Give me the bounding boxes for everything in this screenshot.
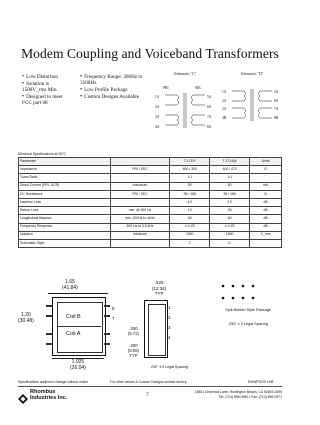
pin-numbers-right: 8 7 — [112, 306, 115, 321]
schematic-title: Schematic "C" — [173, 72, 197, 76]
coil-b-label: Coil B — [66, 314, 81, 320]
dim-width: 1.65 (41.84) — [62, 279, 78, 291]
feature-item: • Low Profile Package — [80, 87, 128, 93]
schematic-d-drawing — [222, 86, 282, 126]
package-note: Split Bobbin Style Package — [225, 308, 271, 312]
table-header-row: Parameter T-1713* T-1714@ Units — [19, 158, 282, 166]
pin — [46, 343, 52, 345]
schematic-c-drawing — [155, 90, 215, 140]
company-contact: 15801 Chemical Lane, Huntington Beach, CA 92649-1595 Tel: (714) 898-0960 • Fax: (714) 896-0971 — [194, 390, 282, 399]
table-row: Return Loss min. @ 300 Hz 13 26 dB — [19, 207, 282, 215]
pin — [104, 343, 110, 345]
pin — [104, 315, 110, 317]
pri-label: PRI — [163, 86, 169, 90]
feature-item: • Designed to meet FCC part 68 — [22, 94, 63, 106]
custom-note: For other values & Custom Designs contact factory. — [110, 380, 188, 384]
rhombus-logo-icon — [18, 391, 28, 401]
coil-divider — [57, 326, 101, 327]
page-title: Modem Coupling and Voiceband Transformers — [21, 46, 279, 61]
pin — [104, 333, 110, 335]
dim-height: 1.20 (30.48) — [18, 312, 34, 324]
feature-item: • Isolation is 1500V_rms Min. — [22, 81, 58, 93]
core-outline — [57, 302, 103, 353]
pin-spacing-left: .200" 3.9 Legal Spacing — [150, 365, 189, 369]
dim-line-bottom — [52, 358, 104, 359]
pin-note: .250" x 2 Legal Spacing — [228, 322, 268, 326]
spec-table-caption: Electrical Specifications at 25°C — [18, 152, 66, 156]
table-row: Isolation minimum 1500 1500 V_rms — [19, 231, 282, 239]
company-name: Rhombus Industries Inc. — [30, 389, 68, 401]
schematic-title: Schematic "D" — [240, 72, 264, 76]
coil-a-label: Coil A — [66, 331, 81, 337]
dim-bottom: 1.025 (26.04) — [70, 359, 86, 371]
feature-item: • Low Distortion — [22, 74, 58, 80]
table-row: Insertion Loss 4.0 3.0 dB — [19, 198, 282, 206]
table-row: Direct Current (PRI. DCR) maximum 50 60 mA — [19, 182, 282, 190]
table-row: Impedance PRI / SEC 600 / 300 600 / 470 Ω — [19, 166, 282, 174]
table-row: Schematic Style C D — [19, 239, 282, 247]
pin — [46, 315, 52, 317]
schematic-d: Schematic "D" 1A 2A 3A 4B 5A 6A 7A 8B — [222, 72, 282, 127]
feature-item: • Custom Designs Available — [80, 94, 140, 100]
table-row: DC Resistance PRI / SEC 95 / 185 95 / 185 Ω — [19, 190, 282, 198]
page-number: 7 — [146, 392, 149, 398]
pin-layout — [218, 283, 258, 301]
dim-top-right: .525 (13.34) TYP — [152, 280, 167, 296]
side-pin-numbers: 1 2 3 4 — [168, 305, 171, 340]
spec-table — [18, 157, 282, 248]
schematic-c: Schematic "C" PRI SEC 1A 2A 3A 4A 5A 6A 7A 8A — [155, 72, 215, 142]
pin — [104, 305, 110, 307]
table-row: Longitudinal Balance min. 200Hz to 4kHz 60 60 dB — [19, 215, 282, 223]
table-row: Turns Ratio 1:1 1:1 — [19, 174, 282, 182]
features-right — [80, 74, 150, 100]
dim-pin1: .250 (5.72) — [128, 326, 139, 336]
part-code: EMWF0029 1/98 — [248, 380, 274, 384]
spec-note: Specifications subject to change without notice — [18, 380, 89, 384]
pin — [46, 333, 52, 335]
table-row: Frequency Response 300 Hz to 3.5 kHz ± 0.25 ± 0.25 dB — [19, 223, 282, 231]
dim-line-top — [48, 293, 108, 294]
side-view — [144, 300, 168, 358]
sec-label: SEC — [195, 86, 202, 90]
feature-item: • Frequency Range: 300Hz to 3500Hz — [80, 74, 143, 86]
features-left — [22, 74, 72, 106]
pin — [46, 305, 52, 307]
transformer-body — [52, 297, 106, 356]
dim-pin2: .200 (5.08) TYP — [128, 343, 139, 358]
footer-rule — [18, 386, 282, 387]
